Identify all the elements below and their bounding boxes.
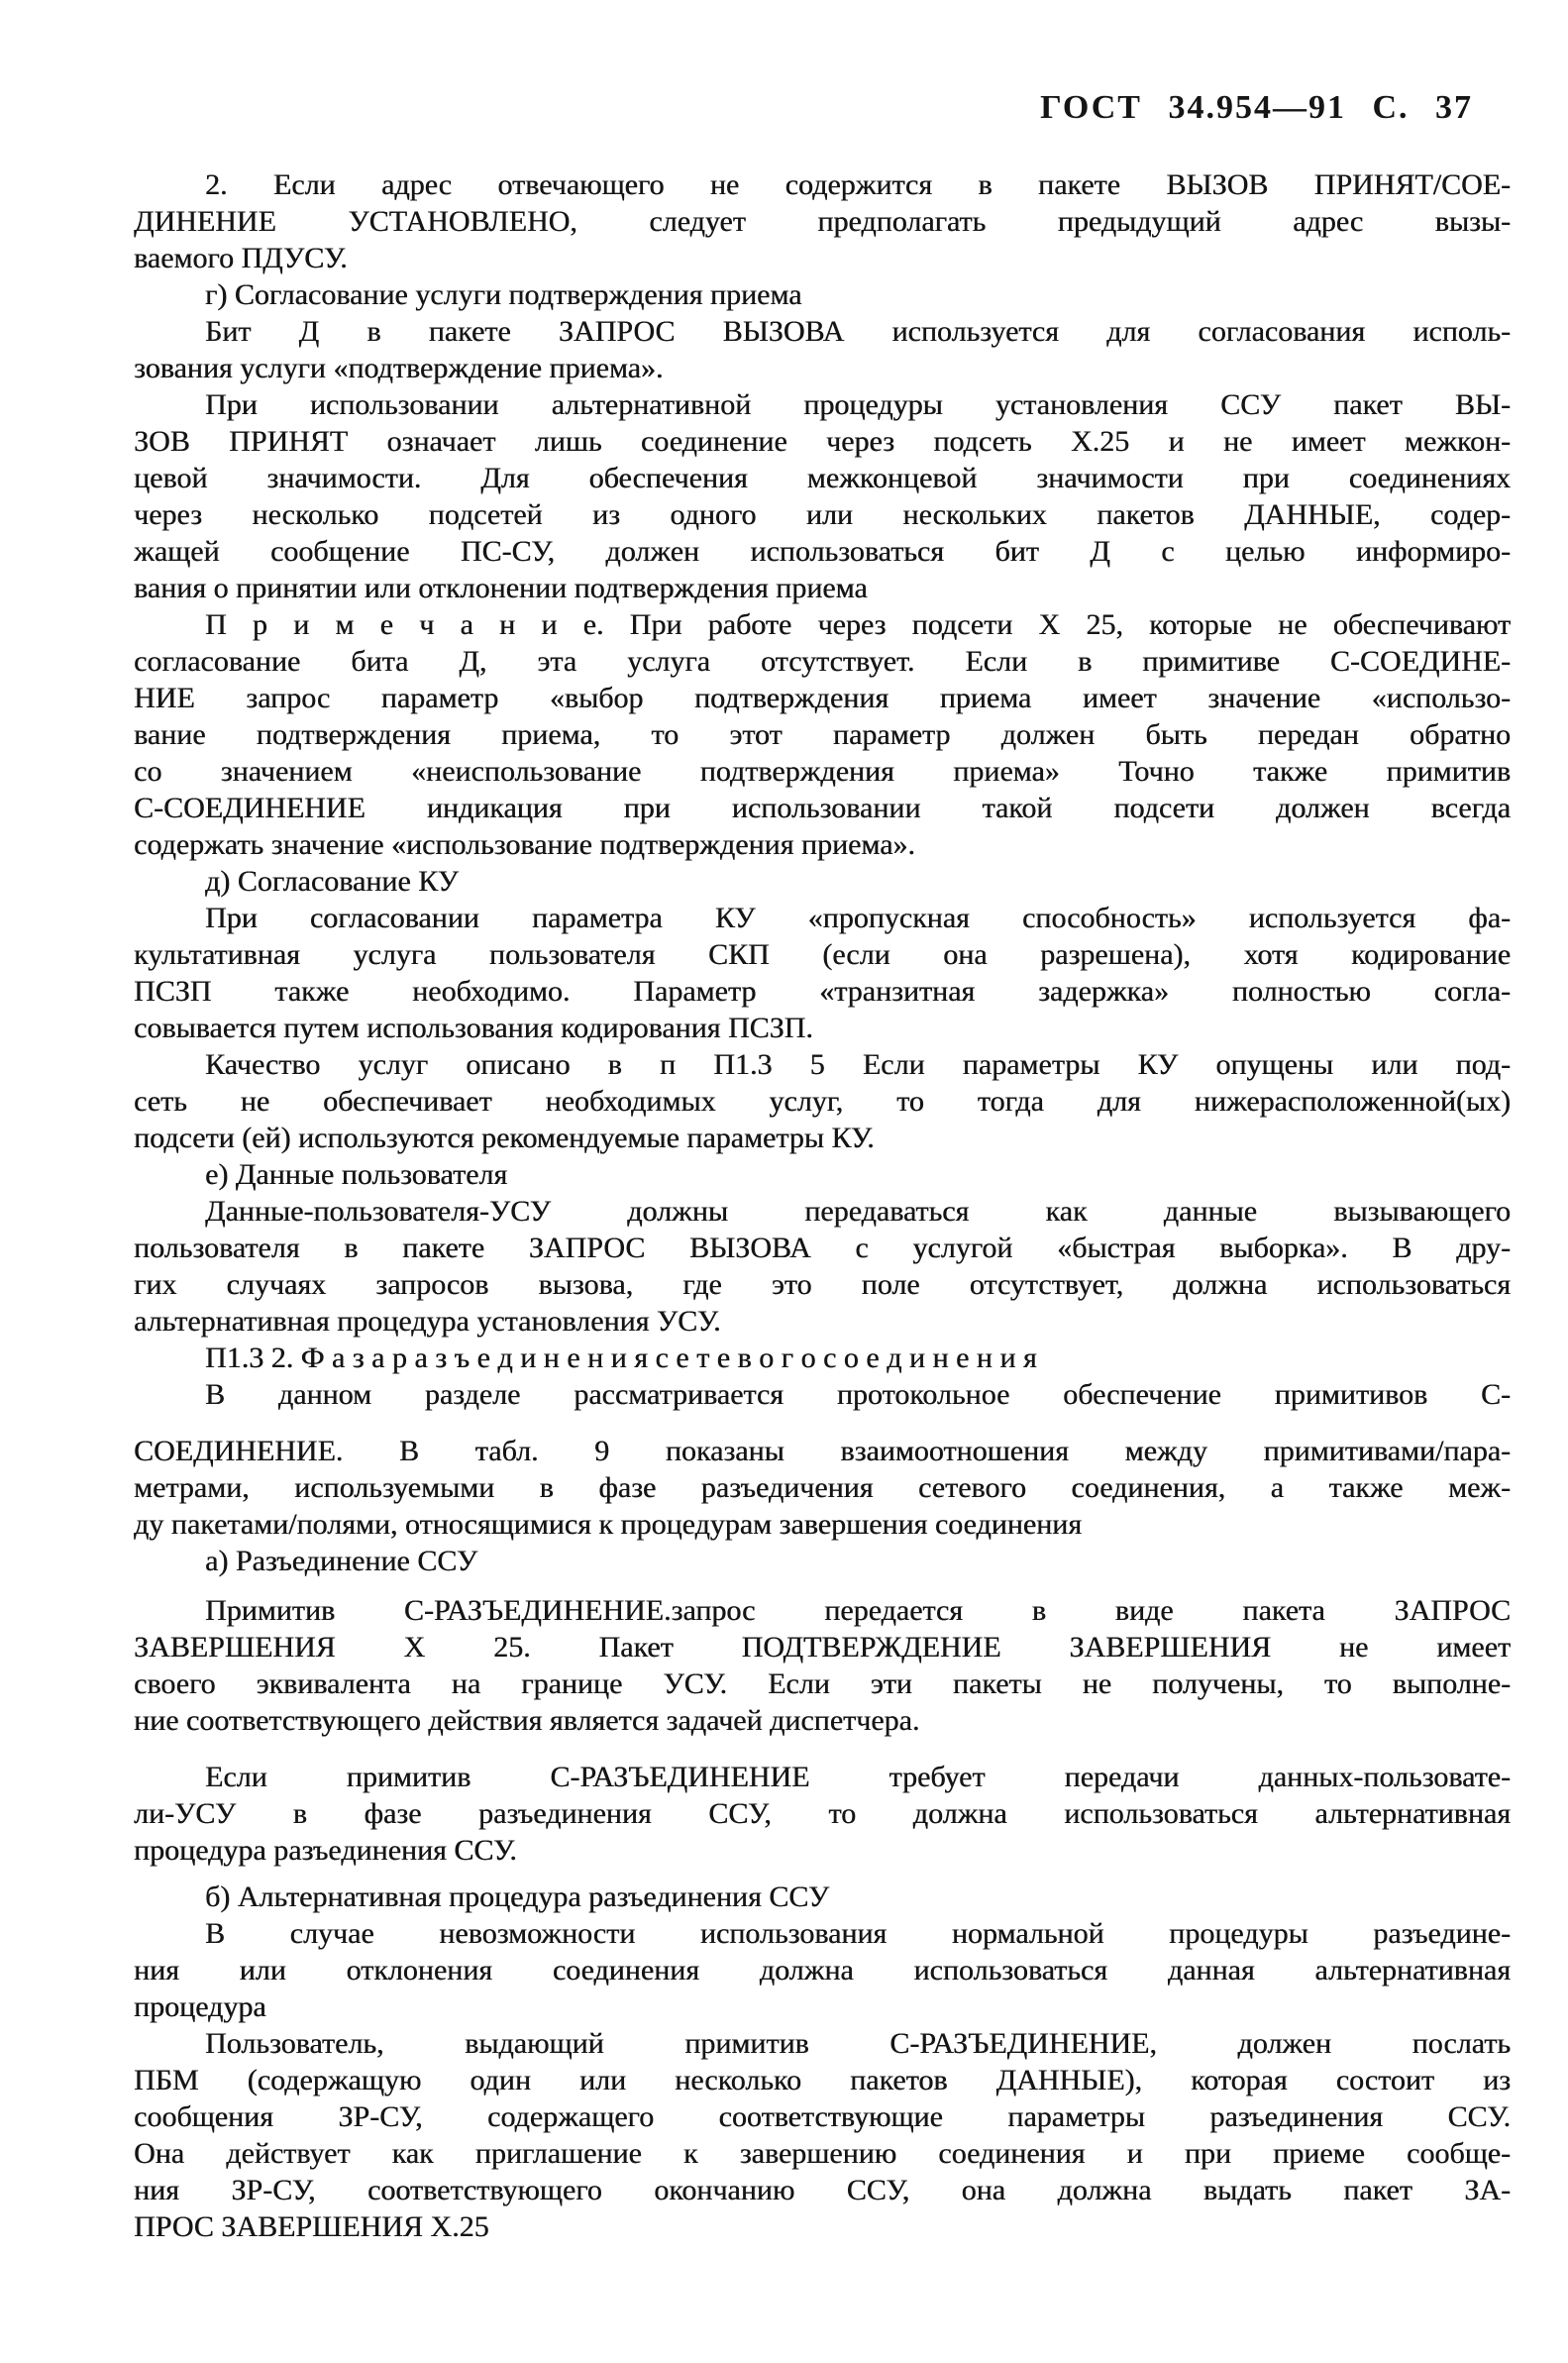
text-line: своего эквивалента на границе УСУ. Если эти пакеты не получены, то выполне- [134, 1667, 1511, 1700]
text-line: При согласовании параметра КУ «пропускная способность» используется фа- [205, 902, 1511, 934]
text-line: ПСЗП также необходимо. Параметр «транзитная задержка» полностью согла- [134, 975, 1511, 1008]
paragraph [134, 313, 1511, 386]
text-line: Бит Д в пакете ЗАПРОС ВЫЗОВА используется для согласования исполь- [205, 315, 1511, 348]
text-line: ПБМ (содержащую один или несколько пакетов ДАННЫЕ), которая состоит из [134, 2064, 1511, 2096]
text-line: а) Разъединение ССУ [205, 1545, 478, 1577]
text-line: б) Альтернативная процедура разъединения ССУ [205, 1880, 830, 1913]
text-line: ли-УСУ в фазе разъединения ССУ, то должна использоваться альтернативная [134, 1797, 1511, 1830]
text-line: совывается путем использования кодирования ПСЗП. [134, 1012, 813, 1044]
text-line: Данные-пользователя-УСУ должны передаваться как данные вызывающего [205, 1195, 1511, 1228]
paragraph [134, 1433, 1511, 1543]
text-line: со значением «неиспользование подтверждения приема» Точно также примитив [134, 755, 1511, 788]
paragraph [134, 1543, 1511, 1579]
text-line: пользователя в пакете ЗАПРОС ВЫЗОВА с услугой «быстрая выборка». В дру- [134, 1232, 1511, 1264]
text-line: сообщения ЗР-СУ, содержащего соответствующие параметры разъединения ССУ. [134, 2100, 1511, 2133]
paragraph [134, 1156, 1511, 1193]
text-line: содержать значение «использование подтверждения приема». [134, 828, 915, 861]
paragraph [134, 863, 1511, 900]
document-body [134, 166, 1511, 2245]
paragraph [134, 1592, 1511, 1739]
paragraph [134, 606, 1511, 863]
text-line: ДИНЕНИЕ УСТАНОВЛЕНО, следует предполагать предыдущий адрес вызы- [134, 205, 1511, 238]
text-line: подсети (ей) используются рекомендуемые параметры КУ. [134, 1122, 875, 1154]
text-line: НИЕ запрос параметр «выбор подтверждения приема имеет значение «использо- [134, 682, 1511, 714]
text-line: ПРОС ЗАВЕРШЕНИЯ Х.25 [134, 2210, 489, 2243]
text-line: ния ЗР-СУ, соответствующего окончанию ССУ, она должна выдать пакет ЗА- [134, 2174, 1511, 2206]
paragraph [134, 1879, 1511, 1915]
text-line: ние соответствующего действия является задачей диспетчера. [134, 1704, 920, 1737]
paragraph [134, 276, 1511, 313]
text-line: цевой значимости. Для обеспечения межконцевой значимости при соединениях [134, 462, 1511, 494]
text-line: культативная услуга пользователя СКП (если она разрешена), хотя кодирование [134, 938, 1511, 971]
text-line: процедура [134, 1990, 266, 2023]
page-header: ГОСТ 34.954—91 С. 37 [1040, 89, 1473, 126]
text-line: ду пакетами/полями, относящимися к процедурам завершения соединения [134, 1508, 1083, 1541]
text-line: Пользователь, выдающий примитив С-РАЗЪЕДИНЕНИЕ, должен послать [205, 2027, 1511, 2060]
text-line: ваемого ПДУСУ. [134, 242, 348, 274]
text-line: ния или отклонения соединения должна использоваться данная альтернативная [134, 1954, 1511, 1987]
text-line: При использовании альтернативной процедуры установления ССУ пакет ВЫ- [205, 388, 1511, 421]
text-line: гих случаях запросов вызова, где это поле отсутствует, должна использоваться [134, 1268, 1511, 1301]
text-line: г) Согласование услуги подтверждения приема [205, 278, 802, 311]
paragraph [134, 1915, 1511, 2025]
paragraph [134, 900, 1511, 1046]
text-line: вания о принятии или отклонении подтверждения приема [134, 572, 868, 604]
text-line: зования услуги «подтверждение приема». [134, 352, 664, 384]
paragraph [134, 1376, 1511, 1413]
text-line: С-СОЕДИНЕНИЕ индикация при использовании такой подсети должен всегда [134, 792, 1511, 824]
text-line: Если примитив С-РАЗЪЕДИНЕНИЕ требует передачи данных-пользовате- [205, 1761, 1511, 1793]
text-line: жащей сообщение ПС-СУ, должен использоваться бит Д с целью информиро- [134, 535, 1511, 568]
text-line: е) Данные пользователя [205, 1158, 508, 1191]
text-line: В случае невозможности использования нормальной процедуры разъедине- [205, 1917, 1511, 1950]
text-line: сеть не обеспечивает необходимых услуг, то тогда для нижерасположенной(ых) [134, 1085, 1511, 1118]
text-line: согласование бита Д, эта услуга отсутствует. Если в примитиве С-СОЕДИНЕ- [134, 645, 1511, 678]
paragraph [134, 2025, 1511, 2245]
text-line: альтернативная процедура установления УСУ. [134, 1305, 721, 1338]
paragraph [134, 1340, 1511, 1376]
text-line: ЗАВЕРШЕНИЯ Х 25. Пакет ПОДТВЕРЖДЕНИЕ ЗАВЕРШЕНИЯ не имеет [134, 1631, 1511, 1664]
paragraph [134, 1759, 1511, 1869]
text-line: процедура разъединения ССУ. [134, 1834, 517, 1867]
paragraph [134, 1193, 1511, 1340]
text-line: Качество услуг описано в п П1.3 5 Если параметры КУ опущены или под- [205, 1048, 1511, 1081]
text-line: Она действует как приглашение к завершению соединения и при приеме сообще- [134, 2137, 1511, 2170]
text-line: СОЕДИНЕНИЕ. В табл. 9 показаны взаимоотношения между примитивами/пара- [134, 1435, 1511, 1467]
paragraph [134, 166, 1511, 276]
text-line: д) Согласование КУ [205, 865, 459, 898]
paragraph [134, 386, 1511, 606]
text-line: метрами, используемыми в фазе разъедичения сетевого соединения, а также меж- [134, 1471, 1511, 1504]
text-line: П1.3 2. Ф а з а р а з ъ е д и н е н и я с е т е в о г о с о е д и н е н и я [205, 1342, 1037, 1374]
text-line: Примитив С-РАЗЪЕДИНЕНИЕ.запрос передается в виде пакета ЗАПРОС [205, 1594, 1511, 1627]
text-line: В данном разделе рассматривается протокольное обеспечение примитивов С- [205, 1378, 1511, 1411]
paragraph [134, 1046, 1511, 1156]
text-line: П р и м е ч а н и е. При работе через подсети Х 25, которые не обеспечивают [205, 608, 1511, 641]
text-line: 2. Если адрес отвечающего не содержится в пакете ВЫЗОВ ПРИНЯТ/СОЕ- [205, 168, 1511, 201]
text-line: ЗОВ ПРИНЯТ означает лишь соединение через подсеть Х.25 и не имеет межкон- [134, 425, 1511, 458]
text-line: вание подтверждения приема, то этот параметр должен быть передан обратно [134, 718, 1511, 751]
text-line: через несколько подсетей из одного или нескольких пакетов ДАННЫЕ, содер- [134, 498, 1511, 531]
